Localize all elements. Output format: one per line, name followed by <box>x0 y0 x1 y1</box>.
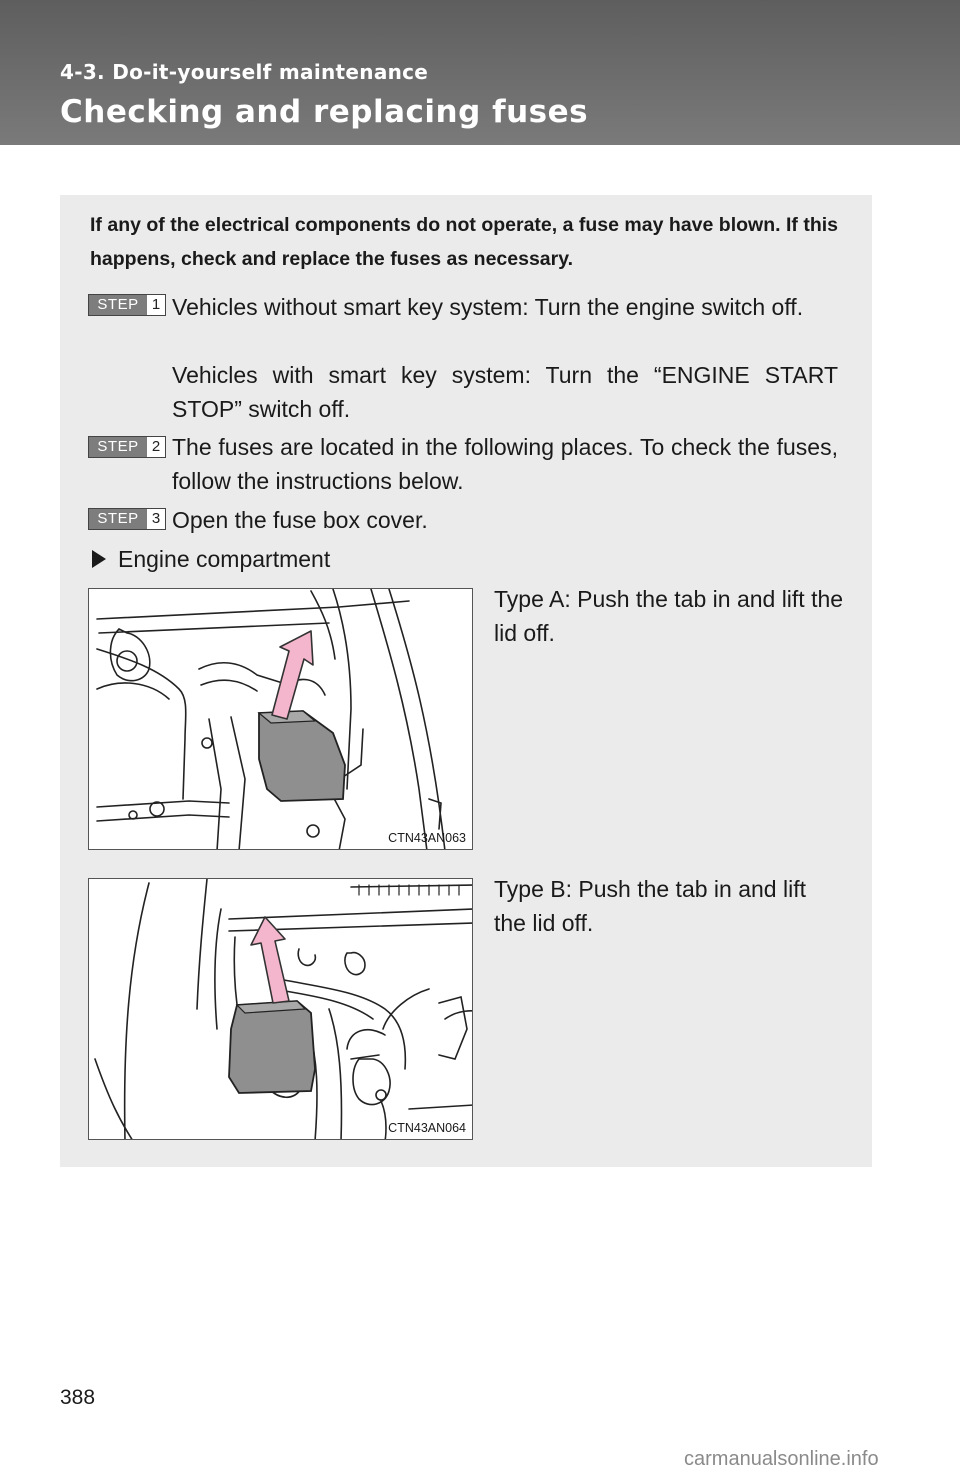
step-1-text-b: Vehicles with smart key system: Turn the “ENGINE START STOP” switch off. <box>172 362 838 422</box>
step-3-text: Open the fuse box cover. <box>172 507 428 533</box>
step-2-text: The fuses are located in the following places. To check the fuses, follow the instructions below. <box>172 434 838 494</box>
right-triangle-icon <box>92 550 106 568</box>
step-1-text-a: Vehicles without smart key system: Turn the engine switch off. <box>172 294 804 320</box>
intro-paragraph: If any of the electrical components do not operate, a fuse may have blown. If this happens, check and replace the fuses as necessary. <box>90 214 838 270</box>
step-3-badge <box>88 508 166 530</box>
step-number: 3 <box>147 509 165 529</box>
figure-type-a <box>88 588 473 850</box>
page-header <box>0 0 960 145</box>
engine-illustration-b <box>89 879 473 1140</box>
step-word: STEP <box>89 437 147 457</box>
section-label: 4-3. Do-it-yourself maintenance <box>60 60 429 84</box>
step-1-badge <box>88 294 166 316</box>
bullet-label: Engine compartment <box>118 545 331 572</box>
engine-compartment-bullet <box>92 542 330 576</box>
step-word: STEP <box>89 295 147 315</box>
figure-type-b <box>88 878 473 1140</box>
step-number: 2 <box>147 437 165 457</box>
page-number: 388 <box>60 1386 96 1409</box>
engine-illustration-a <box>89 589 473 850</box>
step-number: 1 <box>147 295 165 315</box>
figure-a-caption: Type A: Push the tab in and lift the lid off. <box>494 586 844 646</box>
figure-b-caption: Type B: Push the tab in and lift the lid off. <box>494 876 806 936</box>
pink-up-arrow-icon <box>272 631 313 719</box>
step-word: STEP <box>89 509 147 529</box>
step-2-badge <box>88 436 166 458</box>
watermark[interactable]: carmanualsonline.info <box>684 1448 879 1470</box>
figure-code: CTN43AN063 <box>388 831 466 845</box>
figure-code: CTN43AN064 <box>388 1121 466 1135</box>
page-title: Checking and replacing fuses <box>60 94 589 130</box>
